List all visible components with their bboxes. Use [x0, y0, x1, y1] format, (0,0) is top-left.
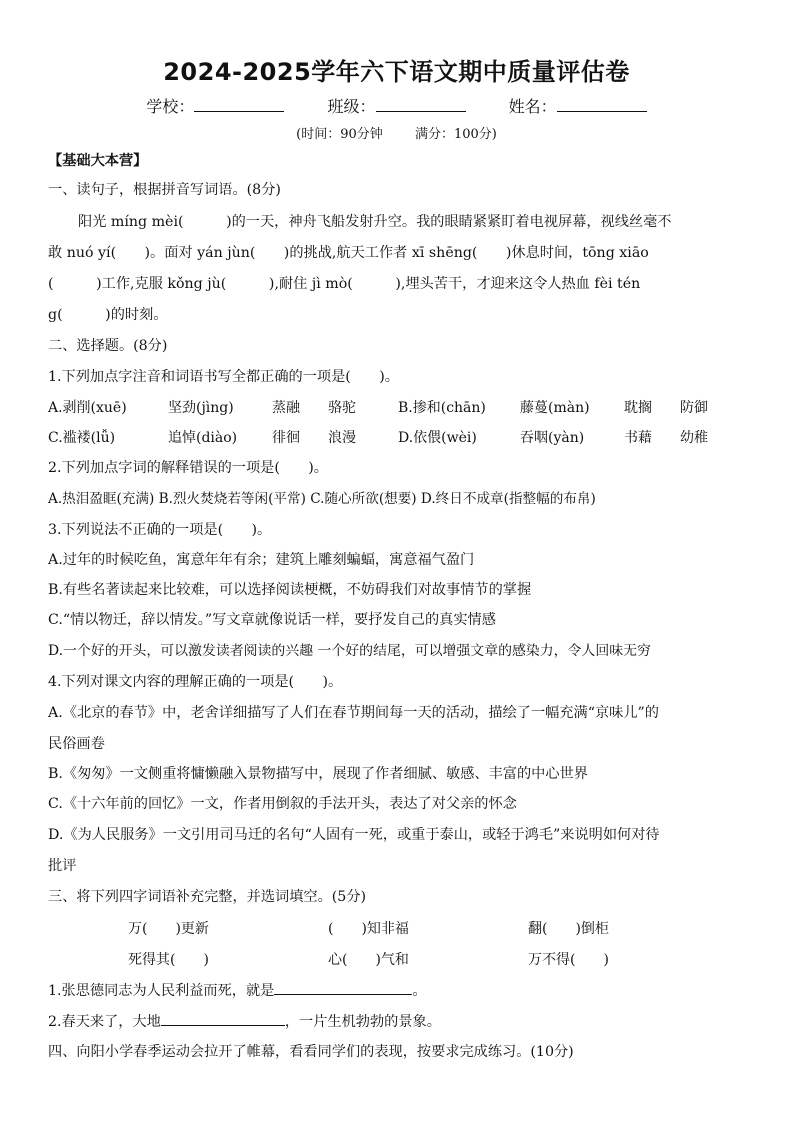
q2-s2-options: A.热泪盈眶(充满) B.烈火焚烧若等闲(平常) C.随心所欲(想要) D.终日不成章(指整幅的布帛) [48, 491, 596, 507]
q2-s4-option: C.《十六年前的回忆》一文，作者用倒叙的手法开头，表达了对父亲的怀念 [48, 796, 517, 812]
class-blank[interactable] [376, 97, 466, 112]
q2-s1-option-d: D.依偎(wèi) [398, 430, 477, 446]
q1-heading: 一、读句子，根据拼音写词语。(8分) [48, 182, 281, 198]
page-title: 2024-2025学年六下语文期中质量评估卷 [163, 58, 630, 86]
q2-s1-option-b-word: 耽搁 [624, 400, 652, 416]
q1-line: 阳光 míng mèi( )的一天，神舟飞船发射升空。我的眼睛紧紧盯着电视屏幕，视线丝毫不 [78, 214, 672, 230]
q2-s4-option: 批评 [48, 858, 77, 874]
q3-word: 万不得( ) [528, 952, 609, 968]
q3-fill-2-text: 2.春天来了，大地 [48, 1014, 161, 1030]
q2-s1-option-d-word: 幼稚 [680, 430, 708, 446]
section-basic: 【基础大本营】 [48, 153, 148, 169]
q2-s3: 3.下列说法不正确的一项是( )。 [48, 522, 272, 538]
q2-s1-option-b: B.掺和(chān) [398, 400, 486, 416]
q2-s4-option: D.《为人民服务》一文引用司马迁的名句“人固有一死，或重于泰山，或轻于鸿毛”来说明如何对待 [48, 827, 660, 843]
q2-s1-option-b-word: 防御 [680, 400, 708, 416]
q3-fill-1-end: 。 [412, 983, 427, 999]
q2-s2: 2.下列加点字词的解释错误的一项是( )。 [48, 460, 328, 476]
time-limit: (时间：90分钟 [296, 127, 383, 142]
q2-s1-option-c: C.褴褛(lǚ) [48, 430, 116, 446]
q3-word: 死得其( ) [128, 952, 209, 968]
q2-s3-option: C.“情以物迁，辞以情发。”写文章就像说话一样，要抒发自己的真实情感 [48, 612, 496, 628]
q3-word: 万( )更新 [128, 921, 209, 937]
student-info [0, 94, 793, 117]
q2-s4-option: B.《匆匆》一文侧重将慵懒融入景物描写中，展现了作者细腻、敏感、丰富的中心世界 [48, 766, 588, 782]
q2-s1-option-c-word: 追悼(diào) [168, 430, 238, 446]
q2-heading: 二、选择题。(8分) [48, 338, 168, 354]
q2-s1-option-d-word: 吞咽(yàn) [520, 430, 585, 446]
q3-fill-2 [48, 1011, 748, 1032]
q2-s1-option-a-word: 坚劲(jìng) [168, 400, 234, 416]
q2-s1-option-c-word: 浪漫 [328, 430, 356, 446]
q3-word: 心( )气和 [328, 952, 409, 968]
q3-fill-2-blank[interactable] [161, 1011, 285, 1026]
q3-heading: 三、将下列四字词语补充完整，并选词填空。(5分) [48, 889, 367, 905]
class-label: 班级： [327, 97, 376, 116]
q4-heading: 四、向阳小学春季运动会拉开了帷幕，看看同学们的表现，按要求完成练习。(10分) [48, 1044, 574, 1060]
q2-s4: 4.下列对课文内容的理解正确的一项是( )。 [48, 674, 343, 690]
school-label: 学校： [146, 97, 195, 116]
q2-s1-option-a-word: 蒸融 [272, 400, 300, 416]
q2-s4-option: 民俗画卷 [48, 736, 105, 752]
q1-line: 敢 nuó yí( )。面对 yán jùn( )的挑战,航天工作者 xī shēng( )休息时间，tōng xiāo [48, 245, 649, 261]
name-label: 姓名： [508, 97, 557, 116]
school-blank[interactable] [194, 97, 284, 112]
full-score: 满分：100分) [414, 127, 497, 142]
q2-s1-option-a-word: 骆驼 [328, 400, 356, 416]
q1-line: ( )工作,克服 kǒng jù( ),耐住 jì mò( ),埋头苦干，才迎来这令人热血 fèi tén [48, 276, 641, 292]
q2-s3-option: A.过年的时候吃鱼，寓意年年有余；建筑上雕刻蝙蝠，寓意福气盈门 [48, 552, 475, 568]
time-score-line [0, 123, 793, 142]
q3-fill-2-end: ，一片生机勃勃的景象。 [284, 1014, 441, 1030]
q2-s1-option-c-word: 徘徊 [272, 430, 300, 446]
q2-s4-option: A.《北京的春节》中，老舍详细描写了人们在春节期间每一天的活动，描绘了一幅充满“京味儿”的 [48, 705, 659, 721]
q3-word: ( )知非福 [328, 921, 409, 937]
q2-s1-option-a: A.剥削(xuē) [48, 400, 127, 416]
q1-line: g( )的时刻。 [48, 307, 168, 323]
q2-s1-option-d-word: 书藉 [624, 430, 652, 446]
q2-s1-option-b-word: 藤蔓(màn) [520, 400, 590, 416]
q2-s1: 1.下列加点字注音和词语书写全都正确的一项是( )。 [48, 369, 399, 385]
q3-fill-1 [48, 980, 748, 1001]
q3-fill-1-blank[interactable] [274, 980, 412, 995]
q2-s3-option: B.有些名著读起来比较难，可以选择阅读梗概，不妨碍我们对故事情节的掌握 [48, 582, 532, 598]
q3-fill-1-text: 1.张思德同志为人民利益而死，就是 [48, 983, 275, 999]
q3-word: 翻( )倒柜 [528, 921, 609, 937]
name-blank[interactable] [557, 97, 647, 112]
q2-s3-option: D.一个好的开头，可以激发读者阅读的兴趣 一个好的结尾，可以增强文章的感染力，令人回味无穷 [48, 643, 651, 659]
